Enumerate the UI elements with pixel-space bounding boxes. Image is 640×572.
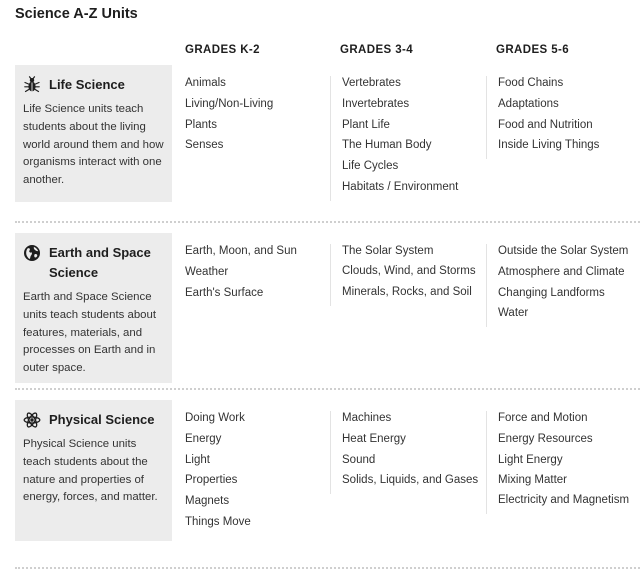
grade-header-5-6: GRADES 5-6 [496, 44, 570, 56]
page-title: Science A-Z Units [15, 6, 138, 22]
topic-link[interactable]: Atmosphere and Climate [498, 265, 625, 278]
topic-link[interactable]: Food Chains [498, 77, 564, 89]
topic-link[interactable]: Light [185, 453, 210, 466]
topic-link[interactable]: Force and Motion [498, 412, 588, 424]
topic-link[interactable]: Adaptations [498, 97, 559, 110]
topic-link[interactable]: Inside Living Things [498, 139, 600, 152]
topic-link[interactable]: Animals [185, 77, 226, 89]
topic-link[interactable]: Plant Life [342, 118, 390, 131]
topic-list-3-4 [330, 244, 495, 306]
topic-link[interactable]: Doing Work [185, 412, 245, 424]
topic-link[interactable]: Properties [185, 474, 238, 487]
section-title: Life Science [49, 77, 125, 92]
topic-link[interactable]: Minerals, Rocks, and Soil [342, 286, 472, 299]
topic-link[interactable]: Earth's Surface [185, 286, 264, 299]
topic-link[interactable]: Light Energy [498, 453, 563, 466]
section-description: Earth and Space Science units teach students about features, materials, and processes on Earth and in outer space. [23, 291, 156, 375]
topic-link[interactable]: The Human Body [342, 139, 432, 152]
life-science-card [15, 65, 172, 202]
topic-link[interactable]: Machines [342, 412, 392, 424]
section-divider [15, 388, 640, 390]
topic-link[interactable]: Magnets [185, 495, 230, 508]
topic-link[interactable]: Sound [342, 453, 376, 466]
topic-link[interactable]: Energy Resources [498, 432, 593, 445]
topic-link[interactable]: Electricity and Magnetism [498, 494, 630, 507]
topic-list-3-4 [330, 411, 495, 494]
topic-link[interactable]: Plants [185, 118, 217, 131]
topic-list-5-6 [486, 244, 640, 327]
topic-list-5-6 [486, 76, 640, 159]
topic-link[interactable]: Food and Nutrition [498, 118, 593, 131]
grade-header-k2: GRADES K-2 [185, 44, 260, 56]
section-divider [15, 567, 640, 569]
topic-link[interactable]: Heat Energy [342, 432, 406, 445]
physical-science-card [15, 400, 172, 541]
topic-list-k2 [184, 411, 328, 536]
topic-link[interactable]: Vertebrates [342, 77, 401, 89]
bug-icon [23, 76, 41, 94]
topic-link[interactable]: Earth, Moon, and Sun [185, 245, 297, 257]
topic-link[interactable]: The Solar System [342, 245, 434, 257]
topic-link[interactable]: Life Cycles [342, 160, 399, 173]
section-title: Physical Science [49, 412, 155, 427]
topic-link[interactable]: Senses [185, 139, 224, 152]
topic-link[interactable]: Changing Landforms [498, 286, 605, 299]
life-science-section [0, 65, 640, 220]
physical-science-section [0, 400, 640, 570]
topic-link[interactable]: Outside the Solar System [498, 245, 629, 257]
grade-header-3-4: GRADES 3-4 [340, 44, 414, 56]
topic-link[interactable]: Invertebrates [342, 97, 410, 110]
topic-link[interactable]: Solids, Liquids, and Gases [342, 474, 479, 487]
topic-list-k2 [184, 76, 328, 159]
section-divider [15, 221, 640, 223]
topic-link[interactable]: Mixing Matter [498, 474, 568, 487]
topic-link[interactable]: Weather [185, 265, 229, 278]
section-title: Earth and Space Science [49, 245, 151, 280]
earth-space-science-card [15, 233, 172, 383]
section-description: Life Science units teach students about the living world around them and how organisms interact with one another. [23, 103, 164, 187]
earth-space-science-section [0, 233, 640, 388]
topic-link[interactable]: Things Move [185, 515, 251, 528]
topic-list-3-4 [330, 76, 495, 201]
section-description: Physical Science units teach students about the nature and properties of energy, forces, and matter. [23, 438, 158, 504]
globe-icon [23, 244, 41, 262]
topic-link[interactable]: Living/Non-Living [185, 97, 274, 110]
topic-list-k2 [184, 244, 328, 306]
topic-link[interactable]: Habitats / Environment [342, 180, 459, 193]
atom-icon [23, 411, 41, 429]
topic-link[interactable]: Energy [185, 432, 222, 445]
topic-list-5-6 [486, 411, 640, 514]
topic-link[interactable]: Water [498, 307, 529, 320]
topic-link[interactable]: Clouds, Wind, and Storms [342, 264, 476, 277]
